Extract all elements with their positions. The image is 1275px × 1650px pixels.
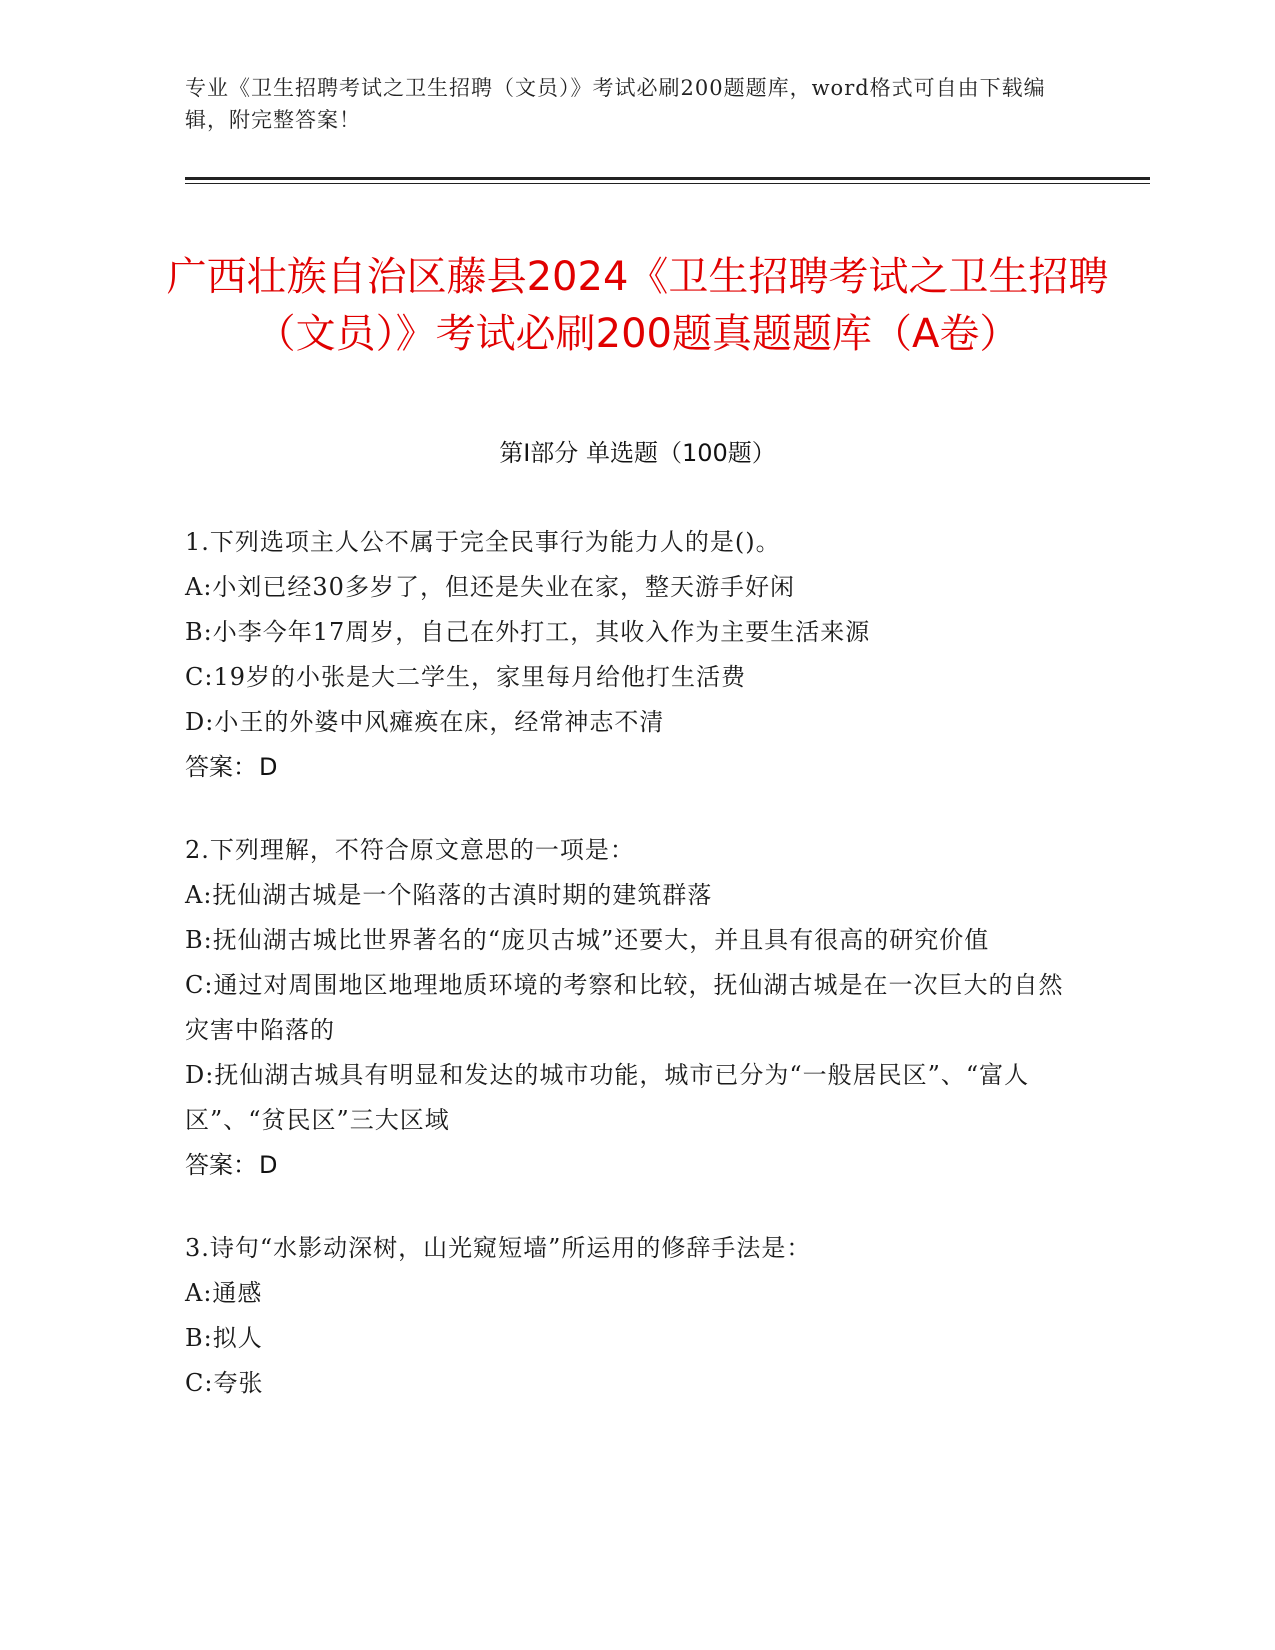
option-a: A:抚仙湖古城是一个陷落的古滇时期的建筑群落 <box>185 881 713 909</box>
question-3 <box>185 1226 1065 1406</box>
header-note: 专业《卫生招聘考试之卫生招聘（文员）》考试必刷200题题库，word格式可自由下载编辑，附完整答案！ <box>185 76 1046 132</box>
header-divider-thin <box>185 183 1150 184</box>
document-title: 广西壮族自治区藤县2024《卫生招聘考试之卫生招聘（文员）》考试必刷200题真题题库（A卷） <box>166 253 1109 357</box>
answer-label: 答案： <box>185 753 257 781</box>
option-b: B:抚仙湖古城比世界著名的“庞贝古城”还要大，并且具有很高的研究价值 <box>185 926 990 954</box>
option-d: D:小王的外婆中风瘫痪在床，经常神志不清 <box>185 708 665 736</box>
option-c: C:通过对周围地区地理地质环境的考察和比较，抚仙湖古城是在一次巨大的自然灾害中陷落的 <box>185 971 1064 1044</box>
answer-line <box>185 745 1065 790</box>
option-c: C:夸张 <box>185 1369 264 1397</box>
option-d: D:抚仙湖古城具有明显和发达的城市功能，城市已分为“一般居民区”、“富人区”、“贫民区”三大区域 <box>185 1061 1030 1134</box>
option-b: B:小李今年17周岁，自己在外打工，其收入作为主要生活来源 <box>185 618 871 646</box>
option-a: A:通感 <box>185 1279 263 1307</box>
question-stem: 2.下列理解，不符合原文意思的一项是： <box>185 836 635 864</box>
answer-value: D <box>259 753 278 781</box>
question-1 <box>185 520 1065 790</box>
answer-value: D <box>259 1151 278 1179</box>
question-list <box>185 520 1065 1444</box>
section-title: 第Ⅰ部分 单选题（100题） <box>499 439 776 467</box>
question-stem: 3.诗句“水影动深树，山光窥短墙”所运用的修辞手法是： <box>185 1234 812 1262</box>
answer-label: 答案： <box>185 1151 257 1179</box>
option-b: B:拟人 <box>185 1324 263 1352</box>
answer-line <box>185 1143 1065 1188</box>
option-c: C:19岁的小张是大二学生，家里每月给他打生活费 <box>185 663 746 691</box>
option-a: A:小刘已经30多岁了，但还是失业在家，整天游手好闲 <box>185 573 795 601</box>
question-stem: 1.下列选项主人公不属于完全民事行为能力人的是()。 <box>185 528 781 556</box>
question-2 <box>185 828 1065 1188</box>
header-divider-thick <box>185 177 1150 180</box>
